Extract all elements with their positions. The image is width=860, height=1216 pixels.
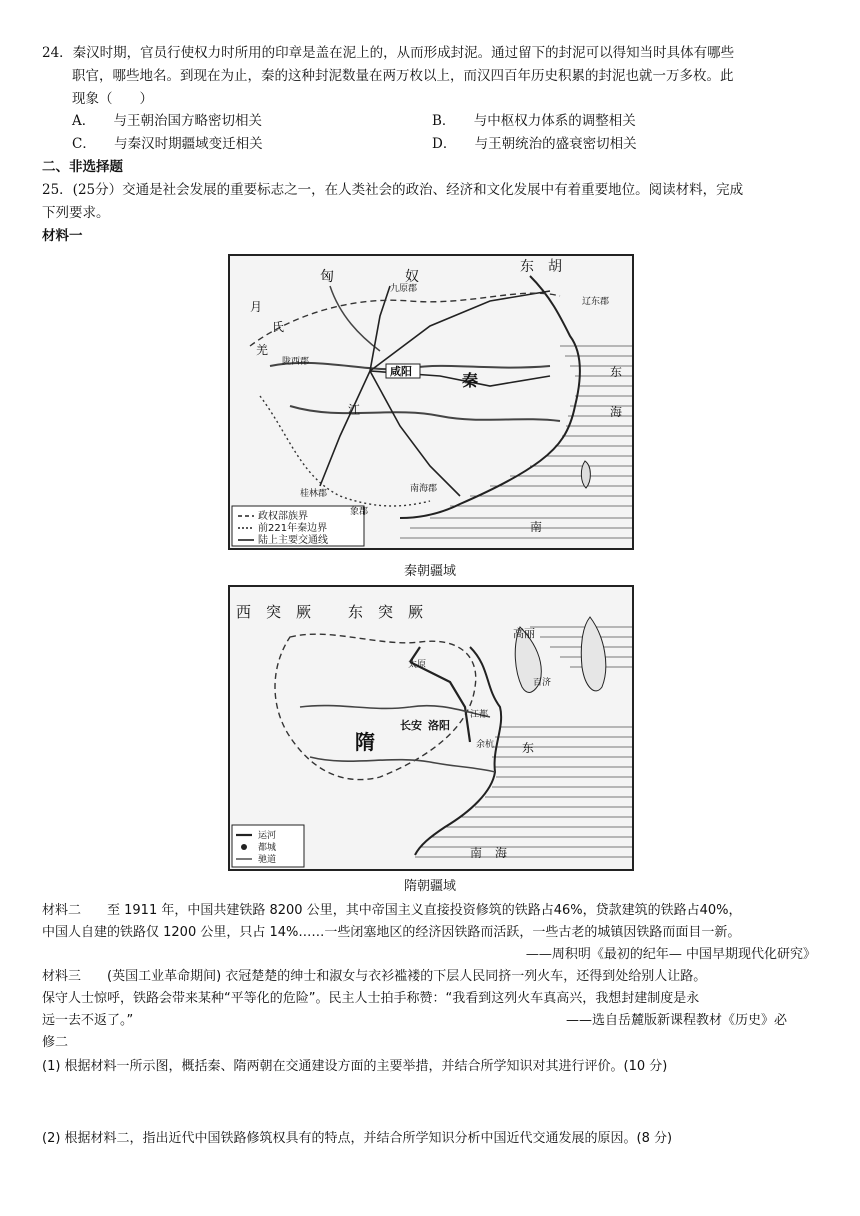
material3-source-cont: 修二 — [42, 1035, 69, 1050]
q24-option-d — [432, 133, 637, 155]
q24-option-b — [432, 110, 636, 132]
sui-label-baiji: 百济 — [533, 678, 552, 688]
material3-line2: 保守人士惊呼，铁路会带来某种“平等化的危险”。民主人士拍手称赞：“我看到这列火车真高兴，我想封建制度是永 — [42, 991, 700, 1006]
option-letter: B． — [432, 113, 456, 129]
option-text: 与中枢权力体系的调整相关 — [473, 113, 636, 129]
qin-map-drawing — [230, 256, 632, 548]
qin-territory-map — [228, 254, 634, 550]
sui-legend-1: 都城 — [258, 843, 277, 853]
qin-legend-1: 前221年秦边界 — [258, 523, 328, 534]
sui-label-changan: 长安 — [400, 719, 422, 732]
qin-label-jiuyuan: 九原郡 — [390, 284, 418, 294]
qin-label-nanhai: 南海郡 — [410, 484, 438, 494]
option-text: 与王朝统治的盛衰密切相关 — [474, 136, 637, 152]
option-letter: D． — [432, 136, 457, 152]
qin-label-longxi: 陇西郡 — [282, 357, 310, 367]
qin-label-xianyang: 咸阳 — [390, 365, 412, 378]
option-letter: C． — [72, 136, 96, 152]
material3-line1: 材料三 (英国工业革命期间) 衣冠楚楚的绅士和淑女与衣衫褴褛的下层人民同挤一列火车，还得到处给别人让路。 — [42, 969, 707, 984]
material2-line2: 中国人自建的铁路仅 1200 公里，只占 14%……一些闭塞地区的经济因铁路而活跃，一些古老的城镇因铁路而面目一新。 — [42, 925, 741, 940]
qin-label-nan: 南 — [530, 520, 543, 534]
qin-label-dong: 东 — [610, 365, 623, 379]
q24-stem-line3: 现象（ ） — [72, 91, 153, 107]
sui-territory-map — [228, 585, 634, 871]
qin-legend-0: 政权部族界 — [258, 511, 308, 522]
sui-label-hai: 海 — [495, 846, 508, 860]
sui-label-yuhang: 余杭 — [476, 740, 495, 750]
sui-label-dong: 东 — [522, 741, 535, 755]
qin-label-liaodong: 辽东郡 — [582, 297, 610, 307]
sui-label-gaoli: 高丽 — [513, 627, 535, 640]
q25-stem-line2: 下列要求。 — [42, 205, 110, 221]
qin-label-xiang: 象郡 — [350, 507, 369, 517]
qin-label-donghu: 东 胡 — [520, 259, 562, 275]
material2-line1: 材料二 至 1911 年，中国共建铁路 8200 公里，其中帝国主义直接投资修筑的铁路占46%，贷款建筑的铁路占40%， — [42, 903, 742, 918]
qin-label-qin: 秦 — [462, 371, 479, 390]
section-title: 二、非选择题 — [42, 159, 123, 175]
q24-stem-line2: 职官，哪些地名。到现在为止，秦的这种封泥数量在两万枚以上，而汉四百年历史积累的封泥也就一万多枚。此 — [72, 68, 734, 84]
sui-label-west-turks: 西 突 厥 — [236, 603, 312, 621]
qin-map-caption: 秦朝疆域 — [403, 564, 456, 579]
sui-legend-2: 驰道 — [258, 855, 277, 865]
sui-map-caption: 隋朝疆域 — [403, 879, 456, 894]
sui-label-sui: 隋 — [355, 730, 375, 754]
qin-label-xiongnu1: 匈 — [320, 269, 334, 285]
q24-option-c — [72, 133, 263, 155]
q24-stem-line1: 24．秦汉时期，官员行使权力时所用的印章是盖在泥上的，从而形成封泥。通过留下的封泥可以得知当时具体有哪些 — [42, 45, 735, 61]
qin-label-xiongnu2: 奴 — [405, 269, 419, 285]
sui-label-east-turks: 东 突 厥 — [348, 603, 424, 621]
sui-map-drawing — [230, 587, 632, 869]
material1-label: 材料一 — [42, 228, 83, 244]
sui-legend-0: 运河 — [258, 831, 277, 841]
qin-label-qiang: 羌 — [256, 343, 269, 357]
material3-source: ——选自岳麓版新课程教材《历史》必 — [566, 1013, 788, 1028]
sui-label-jiangdu: 江都 — [470, 710, 489, 720]
option-text: 与王朝治国方略密切相关 — [113, 113, 263, 129]
qin-label-jiang: 江 — [348, 403, 361, 417]
qin-label-yue: 月 — [250, 300, 263, 314]
sui-label-luoyang: 洛阳 — [428, 719, 450, 732]
option-text: 与秦汉时期疆域变迁相关 — [114, 136, 263, 152]
qin-label-guilin: 桂林郡 — [300, 489, 328, 499]
qin-label-shi: 氏 — [272, 320, 285, 334]
q25-stem-line1: 25．(25分）交通是社会发展的重要标志之一，在人类社会的政治、经济和文化发展中有着重要地位。阅读材料，完成 — [42, 182, 744, 198]
qin-legend-2: 陆上主要交通线 — [258, 535, 328, 546]
sui-label-nan: 南 — [470, 846, 483, 860]
material3-line3: 远一去不返了。” — [42, 1013, 134, 1028]
q25-subquestion-2: (2) 根据材料二，指出近代中国铁路修筑权具有的特点，并结合所学知识分析中国近代交通发展的原因。(8 分) — [42, 1131, 673, 1146]
q24-option-a — [72, 110, 262, 132]
option-letter: A． — [72, 113, 96, 129]
q25-subquestion-1: (1) 根据材料一所示图，概括秦、隋两朝在交通建设方面的主要举措，并结合所学知识对其进行评价。(10 分) — [42, 1059, 668, 1074]
material2-source: ——周积明《最初的纪年— 中国早期现代化研究》 — [525, 947, 816, 962]
sui-label-taiyuan: 太原 — [408, 660, 427, 670]
qin-label-hai: 海 — [610, 405, 623, 419]
